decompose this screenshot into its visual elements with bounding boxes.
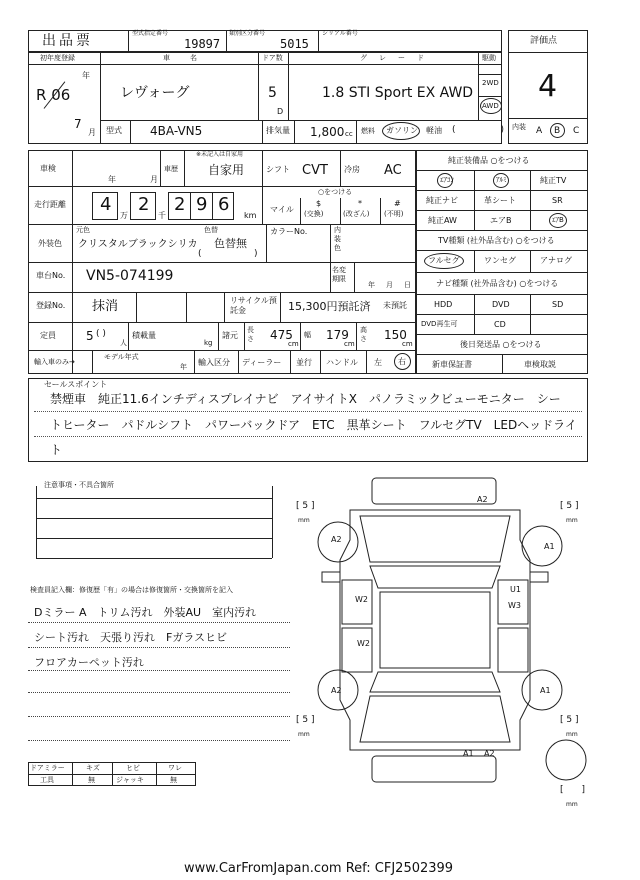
- color-paren-close: ): [254, 249, 258, 259]
- light-oil-label: 軽油: [426, 126, 442, 135]
- note-line-1: Dミラー A トリム汚れ 外装AU 室内汚れ: [34, 606, 257, 619]
- tread-rr: [ 5 ]: [560, 715, 579, 725]
- chassis-label: 車台No.: [36, 271, 66, 280]
- capacity-paren: ( ): [96, 329, 106, 339]
- tread-rl: [ 5 ]: [296, 715, 315, 725]
- usage-label: 車歴: [164, 165, 178, 173]
- tv-analog: アナログ: [540, 256, 572, 265]
- first-reg-era: R 06: [36, 86, 71, 104]
- handle-right: 右: [398, 357, 406, 366]
- tv-type-label: TV種類 (社外品含む) ○をつける: [438, 236, 555, 245]
- length-label: 長さ: [247, 326, 254, 343]
- damage-door-rl: W2: [357, 639, 370, 648]
- drive-2wd: 2WD: [482, 79, 499, 87]
- damage-tire-rl: A2: [331, 686, 342, 695]
- capacity-label: 定員: [40, 331, 56, 340]
- tread-fl-unit: mm: [298, 517, 310, 524]
- navi-dvd-play: DVD再生可: [421, 320, 458, 328]
- inspection-year-unit: 年: [108, 175, 116, 184]
- width-label: 幅: [304, 331, 311, 339]
- later-manual: 車検取説: [524, 360, 556, 369]
- tire-spare: [546, 740, 586, 780]
- legend-v4: 無: [170, 776, 177, 784]
- car-name: レヴォーグ: [120, 85, 190, 101]
- name-change-month: 月: [386, 281, 393, 289]
- trunk: [360, 696, 510, 742]
- doors-value: 5: [268, 85, 277, 101]
- mileage-unknown: (不明): [384, 210, 404, 218]
- std-equip-label: 純正装備品 ○をつける: [448, 156, 530, 165]
- chassis-value: VN5-074199: [86, 268, 174, 284]
- legend-h3: ヒビ: [126, 764, 140, 772]
- damage-door-fl: W2: [355, 595, 368, 604]
- name-change-year: 年: [368, 281, 375, 289]
- mileage-digit-3: 2: [174, 194, 186, 215]
- mirror-right: [530, 572, 548, 582]
- mileage-digit-2: 2: [138, 194, 150, 215]
- navi-cd: CD: [494, 320, 506, 329]
- score-label: 評価点: [530, 36, 558, 46]
- sales-line-3: ト: [50, 443, 63, 457]
- height-cm: cm: [402, 340, 413, 348]
- door-rl: [342, 628, 372, 672]
- damage-tire-fl: A2: [331, 535, 342, 544]
- mirror-left: [322, 572, 340, 582]
- grade-label: グレード: [360, 54, 436, 62]
- car-damage-diagram: [280, 470, 600, 810]
- mileage-man: 万: [120, 211, 128, 220]
- handle-left: 左: [374, 358, 382, 367]
- mileage-tamper-sym: *: [358, 199, 362, 208]
- damage-tire-fr: A1: [544, 542, 555, 551]
- original-color-label: 元色: [76, 226, 90, 234]
- reg-no-label: 登録No.: [36, 301, 66, 310]
- mileage-exchange-sym: $: [316, 199, 322, 208]
- height-label: 高さ: [360, 326, 367, 343]
- displacement-unit: cc: [345, 130, 353, 138]
- inspection-month-unit: 月: [150, 175, 158, 184]
- tread-spare-unit: mm: [566, 801, 578, 808]
- mileage-digit-1: 4: [100, 194, 112, 215]
- tire-fr: [522, 526, 562, 566]
- tread-rl-unit: mm: [298, 731, 310, 738]
- grade-value: 1.8 STI Sport EX AWD: [322, 85, 474, 101]
- navi-dvd: DVD: [492, 300, 510, 309]
- name-change-day: 日: [404, 281, 411, 289]
- windshield: [370, 566, 500, 588]
- footer-watermark: www.CarFromJapan.com Ref: CFJ2502399: [184, 861, 454, 876]
- first-reg-month: 7: [74, 117, 82, 131]
- first-reg-month-unit: 月: [88, 128, 96, 137]
- length-cm: cm: [288, 340, 299, 348]
- rear-bumper: [372, 756, 496, 782]
- first-reg-label: 初年度登録: [40, 54, 75, 62]
- equip-navi: 純正ナビ: [426, 196, 458, 205]
- self-use-note: ※未記入は自家用: [196, 151, 244, 158]
- roof: [380, 592, 490, 668]
- interior-grade-a: A: [536, 126, 543, 136]
- navi-sd: SD: [552, 300, 564, 309]
- serial-label: シリアル番号: [322, 30, 358, 37]
- later-label: 後日発送品 ○をつける: [460, 340, 542, 349]
- ac-value: AC: [384, 163, 402, 178]
- score-value: 4: [538, 69, 558, 104]
- equip-aw: 純正AW: [428, 216, 457, 225]
- legend-v1: 工具: [40, 776, 54, 784]
- usage-value: 自家用: [208, 163, 245, 177]
- not-deposited-label: 未預託: [383, 301, 407, 310]
- legend-h2: キズ: [86, 764, 100, 772]
- notes-label: 注意事項・不具合箇所: [44, 481, 114, 489]
- color-paren-open: (: [198, 249, 202, 259]
- type-spec-label: 型式指定番号: [132, 30, 169, 37]
- interior-label: 内装: [512, 123, 526, 131]
- equip-airbag: エアB: [490, 216, 512, 225]
- ac-label: 冷房: [344, 165, 360, 174]
- reg-no-value: 抹消: [92, 299, 119, 314]
- rear-glass: [370, 672, 500, 692]
- load-label: 積載量: [132, 331, 156, 340]
- width-value: 179: [326, 328, 349, 342]
- mileage-exchange: (交換): [304, 210, 324, 218]
- import-cat-label: 輸入区分: [198, 358, 230, 367]
- hood: [360, 516, 510, 562]
- note-line-2: シート汚れ 天張り汚れ Fガラスヒビ: [34, 631, 227, 644]
- inspector-label: 検査員記入欄：修復歴「有」の場合は修復箇所・交換箇所を記入: [30, 586, 233, 594]
- color-change-value: 色替無: [214, 237, 247, 250]
- mileage-digit-5: 6: [218, 194, 230, 215]
- damage-rear-bumper-1: A1: [463, 749, 474, 758]
- tread-fl: [ 5 ]: [296, 501, 315, 511]
- legend-h1: ドアミラー: [30, 764, 65, 772]
- interior-grade-b: B: [554, 126, 561, 136]
- height-value: 150: [384, 328, 407, 342]
- equip-leather: 革シート: [484, 196, 516, 205]
- dim-label: 諸元: [222, 331, 238, 340]
- first-reg-year-unit: 年: [82, 71, 90, 80]
- import-label: 輸入車のみ→: [34, 358, 75, 366]
- form-title: 出品票: [42, 33, 93, 49]
- doors-label: ドア数: [262, 54, 283, 62]
- width-cm: cm: [344, 340, 355, 348]
- door-rr: [498, 628, 528, 672]
- car-body: [340, 510, 530, 750]
- category-no: 5015: [280, 37, 309, 51]
- tv-fullseg: フルセグ: [428, 256, 460, 265]
- sales-line-2: トヒーター パドルシフト パワーバックドア ETC 黒革シート フルセグTV LEDヘッドライ: [50, 418, 577, 432]
- recycle-label: リサイクル預託金: [230, 296, 277, 315]
- note-line-3: フロアカーペット汚れ: [34, 656, 144, 669]
- tread-rr-unit: mm: [566, 731, 578, 738]
- interior-color-label: 内装色: [334, 226, 341, 252]
- interior-grade-c: C: [573, 126, 580, 136]
- displacement-label: 排気量: [266, 126, 290, 135]
- mileage-unknown-sym: #: [394, 199, 401, 208]
- tread-fr: [ 5 ]: [560, 501, 579, 511]
- damage-door-fr: U1: [510, 585, 521, 594]
- mileage-mile: マイル: [270, 205, 294, 214]
- category-label: 類別区分番号: [229, 30, 266, 37]
- model-year-label: モデル年式: [104, 353, 139, 361]
- mileage-tamper: (改ざん): [343, 210, 370, 218]
- legend-v3: ジャッキ: [116, 776, 144, 784]
- damage-front-bumper: A2: [477, 495, 488, 504]
- model-value: 4BA-VN5: [150, 124, 203, 138]
- model-label: 型式: [106, 126, 122, 135]
- damage-rear-bumper-2: A2: [484, 749, 495, 758]
- capacity-unit: 人: [120, 339, 127, 347]
- legend-v2: 無: [88, 776, 95, 784]
- equip-alumi: ｱﾙﾐ: [496, 176, 507, 184]
- equip-airbag2: ｴｱB: [552, 216, 564, 224]
- tv-oneseg: ワンセグ: [484, 256, 516, 265]
- mileage-check-label: ○をつける: [318, 188, 353, 196]
- fuel-label: 燃料: [361, 127, 375, 135]
- sales-line-1: 禁煙車 純正11.6インチディスプレイナビ アイサイトX パノラミックビューモニター シー: [50, 392, 561, 406]
- car-name-label: 車名: [163, 54, 217, 62]
- capacity-value: 5: [86, 329, 94, 343]
- color-label: 外装色: [38, 239, 62, 248]
- displacement-value: 1,800: [310, 125, 345, 139]
- fuel-value: ガソリン: [386, 126, 418, 135]
- damage-tire-rr: A1: [540, 686, 551, 695]
- legend-h4: ワレ: [168, 764, 182, 772]
- tread-spare: [ ]: [560, 785, 586, 795]
- drive-awd: AWD: [482, 102, 499, 110]
- parallel-label: 並行: [296, 358, 312, 367]
- shift-label: シフト: [266, 165, 290, 174]
- doors-d: D: [277, 107, 284, 116]
- mileage-km: km: [244, 211, 257, 220]
- drive-label: 駆動: [482, 54, 496, 62]
- damage-door-fr-2: W3: [508, 601, 521, 610]
- shift-value: CVT: [302, 163, 328, 178]
- length-value: 475: [270, 328, 293, 342]
- mileage-label: 走行距離: [34, 200, 66, 209]
- inspection-label: 車検: [40, 164, 56, 173]
- navi-hdd: HDD: [434, 300, 453, 309]
- tread-fr-unit: mm: [566, 517, 578, 524]
- equip-tv: 純正TV: [540, 176, 567, 185]
- equip-sr: SR: [552, 196, 563, 205]
- dealer-label: ディーラー: [242, 358, 282, 367]
- mileage-sen: 千: [158, 211, 166, 220]
- sales-points-label: セールスポイント: [44, 380, 108, 389]
- light-oil-paren: ( ): [452, 125, 505, 135]
- navi-type-label: ナビ種類 (社外品含む) ○をつける: [436, 279, 559, 288]
- color-no-label: カラーNo.: [270, 227, 308, 236]
- model-year-unit: 年: [180, 363, 187, 371]
- type-spec-no: 19897: [184, 37, 221, 51]
- recycle-value: 15,300円預託済: [288, 300, 371, 313]
- load-kg: kg: [204, 339, 213, 347]
- color-code-label: 色替: [204, 226, 218, 234]
- later-warranty: 新車保証書: [432, 360, 472, 369]
- mileage-digit-4: 9: [196, 194, 208, 215]
- equip-ac: ｴｱｺﾝ: [440, 176, 454, 184]
- name-change-label: 名変期限: [332, 266, 346, 283]
- handle-label: ハンドル: [326, 358, 358, 367]
- color-value: クリスタルブラックシリカ: [78, 239, 198, 250]
